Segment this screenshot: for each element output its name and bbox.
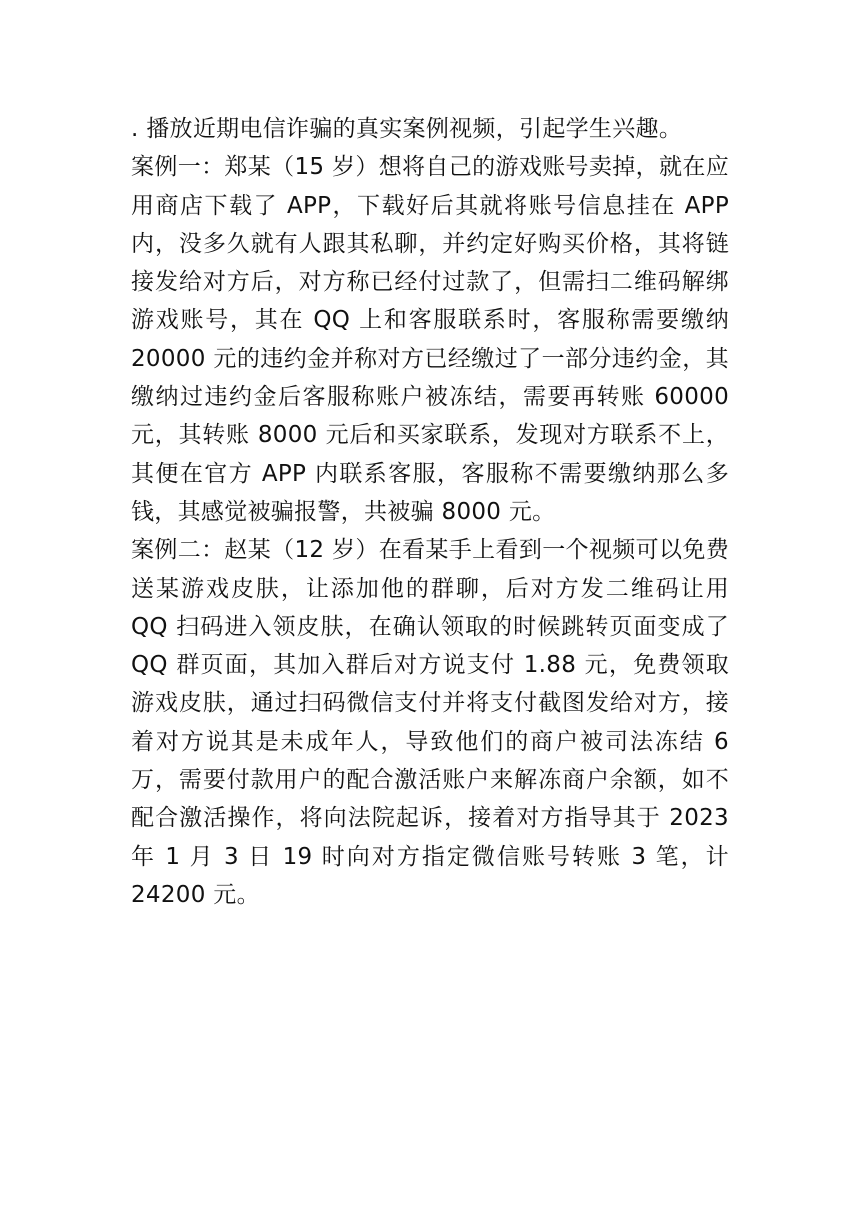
document-body	[131, 110, 729, 914]
case-two-paragraph: 案例二：赵某（12 岁）在看某手上看到一个视频可以免费送某游戏皮肤，让添加他的群聊，后对方发二维码让用 QQ 扫码进入领皮肤，在确认领取的时候跳转页面变成了 QQ 群页面，其加入群后对方说支付 1.88 元，免费领取游戏皮肤，通过扫码微信支付并将支付截图发给对方，接着对方说其是未成年人，导致他们的商户被司法冻结 6 万，需要付款用户的配合激活账户来解冻商户余额，如不配合激活操作，将向法院起诉，接着对方指导其于 2023 年 1 月 3 日 19 时向对方指定微信账号转账 3 笔，计 24200 元。	[131, 537, 729, 908]
case-one-paragraph: 案例一：郑某（15 岁）想将自己的游戏账号卖掉，就在应用商店下载了 APP，下载好后其就将账号信息挂在 APP 内，没多久就有人跟其私聊，并约定好购买价格，其将链接发给对方后，对方称已经付过款了，但需扫二维码解绑游戏账号，其在 QQ 上和客服联系时，客服称需要缴纳 20000 元的违约金并称对方已经缴过了一部分违约金，其缴纳过违约金后客服称账户被冻结，需要再转账 60000 元，其转账 8000 元后和买家联系，发现对方联系不上，其便在官方 APP 内联系客服，客服称不需要缴纳那么多钱，其感觉被骗报警，共被骗 8000 元。	[131, 154, 729, 525]
intro-paragraph: . 播放近期电信诈骗的真实案例视频，引起学生兴趣。	[131, 116, 683, 142]
